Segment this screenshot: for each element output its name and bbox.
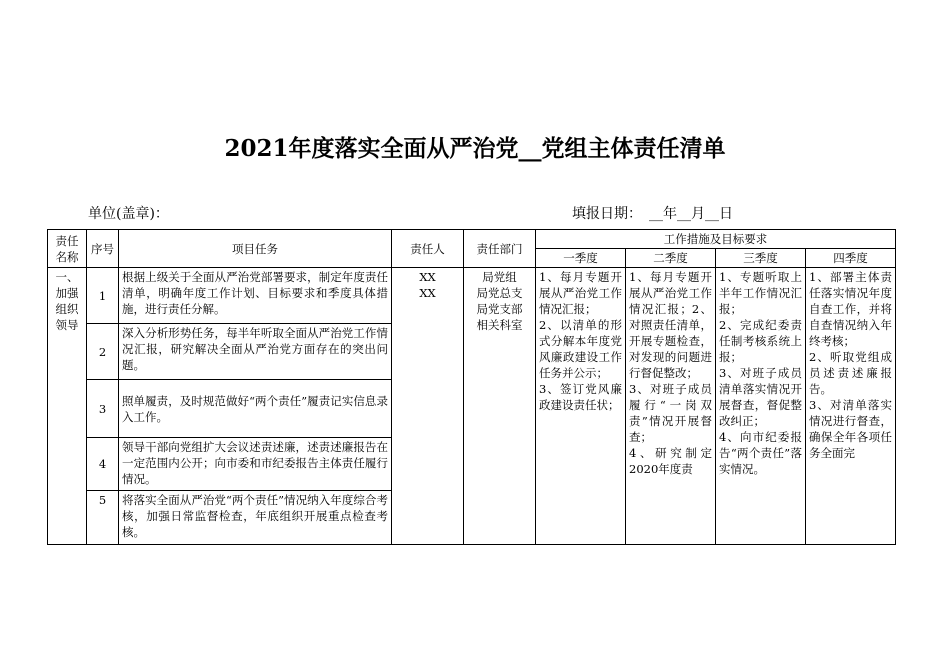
document-title: 2021年度落实全面从严治党__党组主体责任清单 [224,135,726,162]
q1-measures: 1、每月专题开展从严治党工作情况汇报； 2、以清单的形式分解本年度党风廉政建设工作任务并公示； 3、签订党风廉政建设责任状； [536,268,626,545]
task-cell: 照单履责，及时规范做好“两个责任”履责记实信息录入工作。 [119,380,392,438]
task-cell: 根据上级关于全面从严治党部署要求，制定年度责任清单，明确年度工作计划、目标要求和季度具体措施，进行责任分解。 [119,268,392,324]
q3-measures: 1、专题听取上半年工作情况汇报； 2、完成纪委责任制考核系统上报； 3、对班子成员清单落实情况开展督查，督促整改纠正； 4、向市纪委报告“两个责任”落实情况。 [716,268,806,545]
header-q1: 一季度 [536,249,626,268]
task-cell: 领导干部向党组扩大会议述责述廉，述责述廉报告在一定范围内公开；向市委和市纪委报告主体责任履行情况。 [119,438,392,491]
person-cell: XX XX [392,268,464,545]
seq-cell: 3 [87,380,119,438]
responsibility-table [47,229,896,545]
header-q2: 二季度 [626,249,716,268]
seq-cell: 5 [87,491,119,545]
header-task: 项目任务 [119,230,392,268]
header-q4: 四季度 [806,249,896,268]
dept-cell: 局党组 局党总支 局党支部 相关科室 [464,268,536,545]
seq-cell: 1 [87,268,119,324]
seq-cell: 2 [87,324,119,380]
task-cell: 深入分析形势任务，每半年听取全面从严治党工作情况汇报，研究解决全面从严治党方面存在的突出问题。 [119,324,392,380]
category-cell: 一、加强组织领导 [48,268,87,545]
header-measures: 工作措施及目标要求 [536,230,896,249]
header-category: 责任名称 [48,230,87,268]
q2-measures: 1、每月专题开展从严治党工作情况汇报；2、对照责任清单，开展专题检查，对发现的问题进行督促整改； 3、对班子成员履行“一岗双责”情况开展督查； 4、研究制定2020年度责 [626,268,716,545]
seq-cell: 4 [87,438,119,491]
header-dept: 责任部门 [464,230,536,268]
header-seq: 序号 [87,230,119,268]
header-person: 责任人 [392,230,464,268]
fill-date-label: 填报日期： __年__月__日 [572,206,733,222]
q4-measures: 1、部署主体责任落实情况年度自查工作，并将自查情况纳入年终考核； 2、听取党组成员述责述廉报告。 3、对清单落实情况进行督查，确保全年各项任务全面完 [806,268,896,545]
task-cell: 将落实全面从严治党“两个责任”情况纳入年度综合考核，加强日常监督检查，年底组织开展重点检查考核。 [119,491,392,545]
unit-label: 单位(盖章)： [88,206,169,222]
header-q3: 三季度 [716,249,806,268]
